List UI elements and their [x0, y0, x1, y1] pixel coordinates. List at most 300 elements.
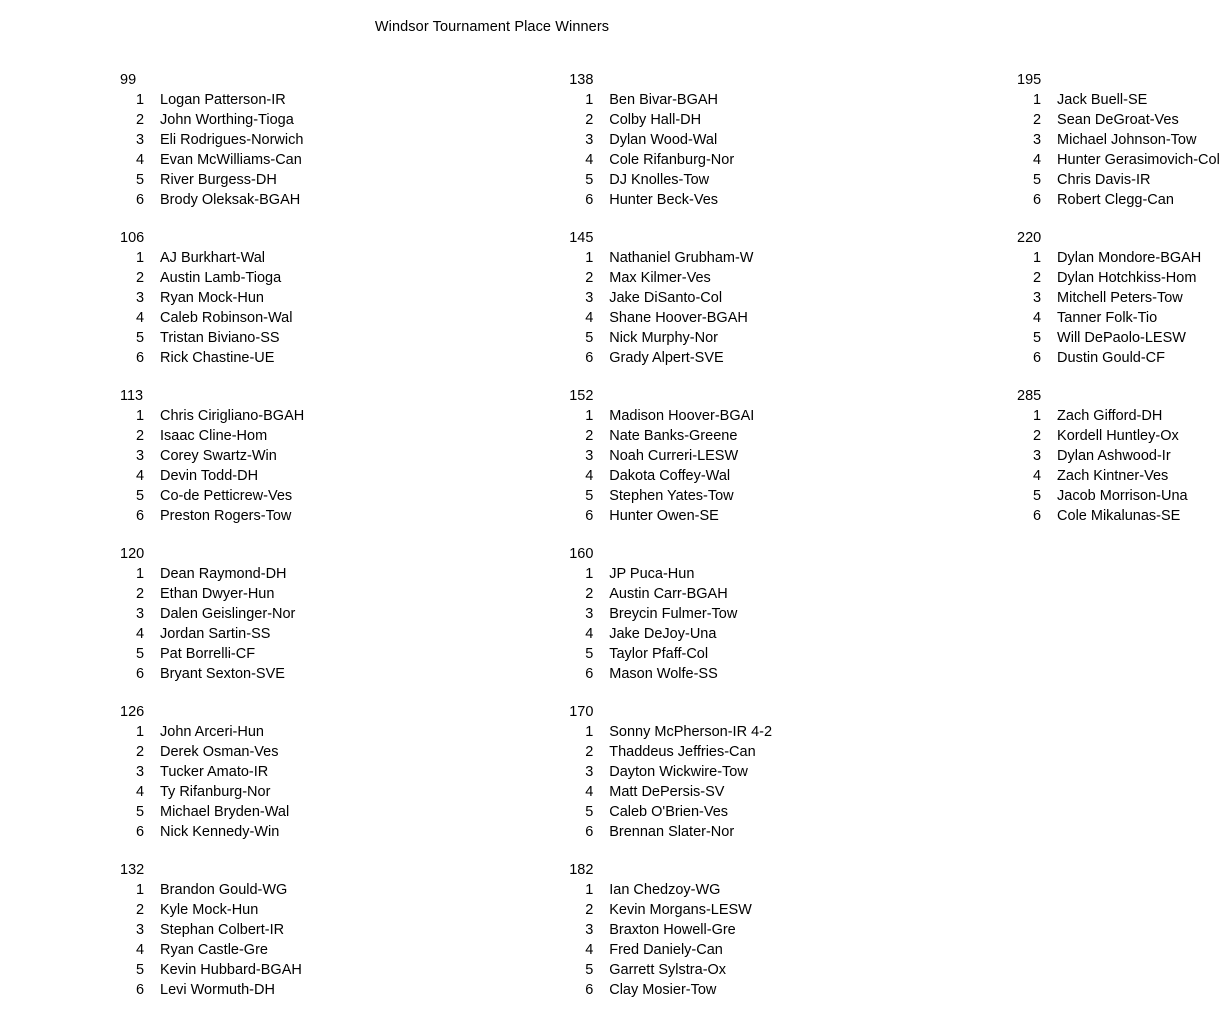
- wrestler-name: Nathaniel Grubham-W: [609, 250, 754, 266]
- wrestler-name: Ian Chedzoy-WG: [609, 882, 721, 898]
- place-number: 6: [136, 192, 145, 208]
- place-winner-row: [569, 190, 772, 210]
- place-winner-list: [569, 564, 772, 684]
- place-number: 2: [136, 112, 145, 128]
- wrestler-name: Evan McWilliams-Can: [160, 152, 302, 168]
- results-columns: [0, 70, 1220, 1018]
- weight-class-label: 285: [1017, 388, 1042, 404]
- place-winner-row: [120, 782, 304, 802]
- place-winner-list: [569, 90, 772, 210]
- place-winner-row: [120, 624, 304, 644]
- wrestler-name: Colby Hall-DH: [609, 112, 702, 128]
- weight-class-label: 113: [120, 388, 144, 404]
- wrestler-name: Corey Swartz-Win: [160, 448, 277, 464]
- place-number: 6: [1033, 192, 1042, 208]
- place-number: 4: [585, 942, 594, 958]
- place-number: 4: [1033, 468, 1042, 484]
- wrestler-name: Noah Curreri-LESW: [609, 448, 739, 464]
- place-number: 5: [136, 488, 145, 504]
- wrestler-name: Hunter Owen-SE: [609, 508, 719, 524]
- place-number: 4: [1033, 310, 1042, 326]
- wrestler-name: Zach Gifford-DH: [1057, 408, 1163, 424]
- place-winner-row: [1017, 150, 1220, 170]
- wrestler-name: Sean DeGroat-Ves: [1057, 112, 1179, 128]
- wrestler-name: Brandon Gould-WG: [160, 882, 288, 898]
- place-winner-row: [569, 110, 772, 130]
- weight-class-label: 145: [569, 230, 594, 246]
- wrestler-name: Jake DiSanto-Col: [609, 290, 723, 306]
- place-number: 5: [136, 962, 145, 978]
- weight-class-label: 170: [569, 704, 594, 720]
- wrestler-name: Devin Todd-DH: [160, 468, 259, 484]
- page-title: Windsor Tournament Place Winners: [374, 19, 610, 35]
- place-winner-row: [569, 762, 772, 782]
- place-winner-row: [569, 802, 772, 822]
- place-number: 5: [1033, 488, 1042, 504]
- wrestler-name: Michael Bryden-Wal: [160, 804, 290, 820]
- place-winner-row: [569, 170, 772, 190]
- place-number: 2: [1033, 270, 1042, 286]
- place-winner-row: [569, 308, 772, 328]
- place-number: 1: [136, 92, 145, 108]
- place-winner-row: [1017, 248, 1220, 268]
- place-number: 4: [136, 942, 145, 958]
- place-number: 2: [585, 744, 594, 760]
- place-number: 2: [1033, 428, 1042, 444]
- wrestler-name: Austin Lamb-Tioga: [160, 270, 282, 286]
- column-left: [0, 70, 304, 1018]
- place-number: 3: [136, 606, 145, 622]
- weight-class-label: 99: [120, 72, 137, 88]
- place-number: 6: [136, 666, 145, 682]
- wrestler-name: Hunter Beck-Ves: [609, 192, 719, 208]
- place-winner-row: [569, 920, 772, 940]
- weight-class-label: 106: [120, 230, 145, 246]
- place-winner-row: [120, 130, 304, 150]
- wrestler-name: Stephen Yates-Tow: [609, 488, 734, 504]
- place-number: 5: [136, 804, 145, 820]
- wrestler-name: Co-de Petticrew-Ves: [160, 488, 293, 504]
- place-number: 4: [585, 310, 594, 326]
- place-winner-row: [120, 268, 304, 288]
- place-winner-row: [569, 822, 772, 842]
- wrestler-name: Jacob Morrison-Una: [1057, 488, 1188, 504]
- place-number: 2: [136, 902, 145, 918]
- place-winner-row: [120, 426, 304, 446]
- wrestler-name: Mitchell Peters-Tow: [1057, 290, 1183, 306]
- place-number: 4: [585, 152, 594, 168]
- place-winner-row: [1017, 506, 1220, 526]
- wrestler-name: Cole Mikalunas-SE: [1057, 508, 1181, 524]
- place-winner-row: [120, 802, 304, 822]
- place-number: 3: [1033, 448, 1042, 464]
- weight-class-group: [569, 860, 772, 1000]
- place-winner-row: [120, 486, 304, 506]
- weight-class-label: 195: [1017, 72, 1042, 88]
- place-winner-row: [1017, 328, 1220, 348]
- weight-class-label: 182: [569, 862, 594, 878]
- place-number: 4: [585, 784, 594, 800]
- wrestler-name: Sonny McPherson-IR 4-2: [609, 724, 773, 740]
- place-number: 5: [136, 172, 145, 188]
- place-number: 5: [136, 646, 145, 662]
- wrestler-name: Zach Kintner-Ves: [1057, 468, 1169, 484]
- wrestler-name: Nick Murphy-Nor: [609, 330, 718, 346]
- place-winner-row: [120, 980, 304, 1000]
- weight-class-group: [1017, 70, 1220, 210]
- place-winner-row: [569, 486, 772, 506]
- place-winner-row: [1017, 486, 1220, 506]
- place-number: 2: [136, 744, 145, 760]
- place-winner-list: [569, 406, 772, 526]
- wrestler-name: AJ Burkhart-Wal: [160, 250, 266, 266]
- place-winner-row: [120, 406, 304, 426]
- place-number: 1: [136, 566, 145, 582]
- weight-class-group: [569, 70, 772, 210]
- place-number: 6: [585, 824, 594, 840]
- place-number: 1: [585, 724, 594, 740]
- wrestler-name: Dayton Wickwire-Tow: [609, 764, 748, 780]
- place-winner-row: [120, 722, 304, 742]
- place-winner-row: [120, 742, 304, 762]
- place-winner-row: [120, 762, 304, 782]
- wrestler-name: Dylan Hotchkiss-Hom: [1057, 270, 1197, 286]
- place-number: 5: [585, 172, 594, 188]
- wrestler-name: Kordell Huntley-Ox: [1057, 428, 1179, 444]
- wrestler-name: Ethan Dwyer-Hun: [160, 586, 275, 602]
- place-number: 4: [136, 152, 145, 168]
- place-winner-row: [569, 466, 772, 486]
- wrestler-name: Max Kilmer-Ves: [609, 270, 711, 286]
- wrestler-name: Ty Rifanburg-Nor: [160, 784, 271, 800]
- wrestler-name: Caleb O'Brien-Ves: [609, 804, 729, 820]
- weight-class-label: 126: [120, 704, 145, 720]
- place-number: 4: [136, 784, 145, 800]
- wrestler-name: Nick Kennedy-Win: [160, 824, 280, 840]
- wrestler-name: Cole Rifanburg-Nor: [609, 152, 735, 168]
- place-winner-row: [120, 664, 304, 684]
- place-number: 6: [136, 350, 145, 366]
- wrestler-name: Nate Banks-Greene: [609, 428, 738, 444]
- place-winner-row: [569, 624, 772, 644]
- wrestler-name: Chris Cirigliano-BGAH: [160, 408, 305, 424]
- wrestler-name: Shane Hoover-BGAH: [609, 310, 748, 326]
- wrestler-name: John Worthing-Tioga: [160, 112, 294, 128]
- place-winner-row: [569, 900, 772, 920]
- place-number: 3: [585, 764, 594, 780]
- place-winner-row: [120, 466, 304, 486]
- wrestler-name: Ryan Castle-Gre: [160, 942, 268, 958]
- place-number: 1: [585, 566, 594, 582]
- wrestler-name: Ben Bivar-BGAH: [609, 92, 719, 108]
- place-number: 2: [585, 112, 594, 128]
- wrestler-name: Will DePaolo-LESW: [1057, 330, 1186, 346]
- place-winner-row: [1017, 348, 1220, 368]
- place-number: 3: [1033, 132, 1042, 148]
- place-winner-row: [569, 584, 772, 604]
- place-winner-row: [120, 604, 304, 624]
- weight-class-group: [1017, 386, 1220, 526]
- place-number: 3: [1033, 290, 1042, 306]
- place-winner-list: [1017, 248, 1220, 368]
- column-middle: [304, 70, 772, 1018]
- place-number: 6: [136, 982, 145, 998]
- place-winner-row: [1017, 406, 1220, 426]
- place-number: 2: [585, 586, 594, 602]
- place-number: 2: [1033, 112, 1042, 128]
- place-winner-list: [569, 722, 772, 842]
- weight-class-label: 152: [569, 388, 594, 404]
- weight-class-group: [569, 544, 772, 684]
- place-number: 3: [136, 448, 145, 464]
- place-number: 1: [585, 408, 594, 424]
- place-number: 3: [585, 448, 594, 464]
- weight-class-label: 138: [569, 72, 594, 88]
- place-winner-row: [569, 506, 772, 526]
- place-number: 1: [585, 92, 594, 108]
- place-winner-row: [569, 150, 772, 170]
- place-number: 6: [585, 192, 594, 208]
- wrestler-name: Dustin Gould-CF: [1057, 350, 1166, 366]
- place-number: 4: [136, 626, 145, 642]
- wrestler-name: Matt DePersis-SV: [609, 784, 725, 800]
- wrestler-name: Isaac Cline-Hom: [160, 428, 268, 444]
- wrestler-name: Thaddeus Jeffries-Can: [609, 744, 756, 760]
- weight-class-group: [120, 228, 304, 368]
- place-number: 2: [136, 586, 145, 602]
- weight-class-label: 220: [1017, 230, 1042, 246]
- wrestler-name: DJ Knolles-Tow: [609, 172, 710, 188]
- place-number: 2: [585, 428, 594, 444]
- place-winner-row: [120, 308, 304, 328]
- place-winner-row: [569, 980, 772, 1000]
- weight-class-group: [569, 702, 772, 842]
- wrestler-name: Kevin Morgans-LESW: [609, 902, 752, 918]
- place-number: 4: [1033, 152, 1042, 168]
- place-number: 6: [136, 824, 145, 840]
- wrestler-name: Michael Johnson-Tow: [1057, 132, 1197, 148]
- place-winner-list: [120, 406, 304, 526]
- place-winner-list: [1017, 90, 1220, 210]
- place-winner-row: [569, 406, 772, 426]
- weight-class-group: [1017, 228, 1220, 368]
- place-winner-row: [569, 782, 772, 802]
- weight-class-group: [120, 70, 304, 210]
- wrestler-name: Derek Osman-Ves: [160, 744, 279, 760]
- place-winner-row: [569, 604, 772, 624]
- place-number: 6: [136, 508, 145, 524]
- wrestler-name: Jake DeJoy-Una: [609, 626, 717, 642]
- place-winner-list: [120, 880, 304, 1000]
- place-number: 1: [136, 250, 145, 266]
- place-number: 4: [136, 310, 145, 326]
- wrestler-name: Dalen Geislinger-Nor: [160, 606, 296, 622]
- place-winner-row: [120, 584, 304, 604]
- place-winner-row: [569, 90, 772, 110]
- place-number: 1: [1033, 92, 1042, 108]
- place-winner-row: [120, 170, 304, 190]
- wrestler-name: Dean Raymond-DH: [160, 566, 287, 582]
- wrestler-name: Robert Clegg-Can: [1057, 192, 1174, 208]
- place-winner-row: [569, 564, 772, 584]
- wrestler-name: Tucker Amato-IR: [160, 764, 269, 780]
- place-number: 2: [585, 902, 594, 918]
- weight-class-group: [120, 544, 304, 684]
- column-right: [772, 70, 1220, 544]
- place-number: 1: [136, 882, 145, 898]
- place-winner-row: [569, 644, 772, 664]
- place-winner-row: [120, 288, 304, 308]
- place-number: 6: [1033, 350, 1042, 366]
- wrestler-name: Jack Buell-SE: [1057, 92, 1148, 108]
- place-winner-row: [120, 506, 304, 526]
- place-number: 5: [1033, 172, 1042, 188]
- wrestler-name: Rick Chastine-UE: [160, 350, 275, 366]
- place-number: 5: [585, 488, 594, 504]
- place-winner-row: [120, 150, 304, 170]
- wrestler-name: Kevin Hubbard-BGAH: [160, 962, 302, 978]
- place-winner-row: [569, 348, 772, 368]
- place-winner-row: [1017, 308, 1220, 328]
- place-number: 1: [136, 724, 145, 740]
- wrestler-name: Clay Mosier-Tow: [609, 982, 717, 998]
- wrestler-name: Preston Rogers-Tow: [160, 508, 292, 524]
- place-winner-list: [120, 722, 304, 842]
- place-winner-row: [1017, 110, 1220, 130]
- place-winner-list: [1017, 406, 1220, 526]
- place-winner-row: [569, 268, 772, 288]
- place-winner-list: [569, 248, 772, 368]
- place-winner-row: [1017, 288, 1220, 308]
- place-number: 4: [585, 468, 594, 484]
- place-winner-list: [120, 564, 304, 684]
- place-number: 2: [136, 428, 145, 444]
- place-number: 2: [136, 270, 145, 286]
- place-winner-row: [120, 822, 304, 842]
- place-number: 5: [585, 646, 594, 662]
- place-number: 3: [585, 922, 594, 938]
- place-winner-row: [1017, 130, 1220, 150]
- place-winner-row: [569, 664, 772, 684]
- place-winner-row: [120, 110, 304, 130]
- place-number: 6: [585, 982, 594, 998]
- wrestler-name: Chris Davis-IR: [1057, 172, 1151, 188]
- wrestler-name: Ryan Mock-Hun: [160, 290, 264, 306]
- wrestler-name: Mason Wolfe-SS: [609, 666, 718, 682]
- place-number: 6: [585, 508, 594, 524]
- wrestler-name: Dylan Wood-Wal: [609, 132, 718, 148]
- place-number: 5: [1033, 330, 1042, 346]
- weight-class-group: [120, 702, 304, 842]
- place-winner-row: [1017, 190, 1220, 210]
- place-winner-row: [120, 90, 304, 110]
- place-number: 1: [585, 882, 594, 898]
- wrestler-name: Braxton Howell-Gre: [609, 922, 736, 938]
- place-winner-row: [569, 722, 772, 742]
- place-winner-list: [120, 248, 304, 368]
- wrestler-name: Taylor Pfaff-Col: [609, 646, 709, 662]
- weight-class-group: [120, 860, 304, 1000]
- place-winner-row: [120, 190, 304, 210]
- weight-class-label: 132: [120, 862, 145, 878]
- place-winner-row: [120, 248, 304, 268]
- place-winner-row: [120, 644, 304, 664]
- place-winner-row: [569, 426, 772, 446]
- wrestler-name: Kyle Mock-Hun: [160, 902, 259, 918]
- wrestler-name: Dylan Ashwood-Ir: [1057, 448, 1171, 464]
- place-winner-row: [1017, 268, 1220, 288]
- place-winner-list: [120, 90, 304, 210]
- weight-class-label: 160: [569, 546, 594, 562]
- place-winner-row: [569, 742, 772, 762]
- wrestler-name: Bryant Sexton-SVE: [160, 666, 285, 682]
- wrestler-name: Fred Daniely-Can: [609, 942, 723, 958]
- place-winner-row: [569, 960, 772, 980]
- place-winner-row: [1017, 170, 1220, 190]
- wrestler-name: Eli Rodrigues-Norwich: [160, 132, 304, 148]
- wrestler-name: John Arceri-Hun: [160, 724, 264, 740]
- place-winner-row: [120, 900, 304, 920]
- place-number: 3: [585, 606, 594, 622]
- weight-class-group: [120, 386, 304, 526]
- place-number: 5: [585, 804, 594, 820]
- place-number: 3: [136, 764, 145, 780]
- place-winner-row: [120, 880, 304, 900]
- place-number: 3: [136, 290, 145, 306]
- place-winner-row: [1017, 90, 1220, 110]
- weight-class-group: [569, 228, 772, 368]
- weight-class-label: 120: [120, 546, 145, 562]
- wrestler-name: Hunter Gerasimovich-Col: [1057, 152, 1220, 168]
- place-number: 6: [585, 666, 594, 682]
- place-number: 1: [136, 408, 145, 424]
- place-winner-list: [569, 880, 772, 1000]
- place-number: 3: [585, 132, 594, 148]
- place-number: 3: [136, 132, 145, 148]
- place-winner-row: [120, 940, 304, 960]
- place-winner-row: [1017, 446, 1220, 466]
- wrestler-name: Dylan Mondore-BGAH: [1057, 250, 1202, 266]
- wrestler-name: Tanner Folk-Tio: [1057, 310, 1158, 326]
- wrestler-name: Austin Carr-BGAH: [609, 586, 728, 602]
- place-number: 1: [1033, 250, 1042, 266]
- place-winner-row: [120, 446, 304, 466]
- place-winner-row: [120, 328, 304, 348]
- wrestler-name: Dakota Coffey-Wal: [609, 468, 731, 484]
- place-winner-row: [120, 960, 304, 980]
- wrestler-name: Garrett Sylstra-Ox: [609, 962, 727, 978]
- wrestler-name: Breycin Fulmer-Tow: [609, 606, 738, 622]
- wrestler-name: Jordan Sartin-SS: [160, 626, 271, 642]
- place-number: 6: [1033, 508, 1042, 524]
- place-number: 5: [585, 330, 594, 346]
- wrestler-name: Levi Wormuth-DH: [160, 982, 275, 998]
- place-number: 4: [136, 468, 145, 484]
- place-winner-row: [569, 880, 772, 900]
- wrestler-name: Stephan Colbert-IR: [160, 922, 285, 938]
- weight-class-group: [569, 386, 772, 526]
- wrestler-name: JP Puca-Hun: [609, 566, 695, 582]
- place-number: 1: [585, 250, 594, 266]
- place-number: 5: [585, 962, 594, 978]
- place-winner-row: [569, 940, 772, 960]
- place-winner-row: [569, 130, 772, 150]
- wrestler-name: Brody Oleksak-BGAH: [160, 192, 301, 208]
- place-winner-row: [120, 348, 304, 368]
- wrestler-name: Caleb Robinson-Wal: [160, 310, 293, 326]
- place-number: 3: [585, 290, 594, 306]
- wrestler-name: Pat Borrelli-CF: [160, 646, 256, 662]
